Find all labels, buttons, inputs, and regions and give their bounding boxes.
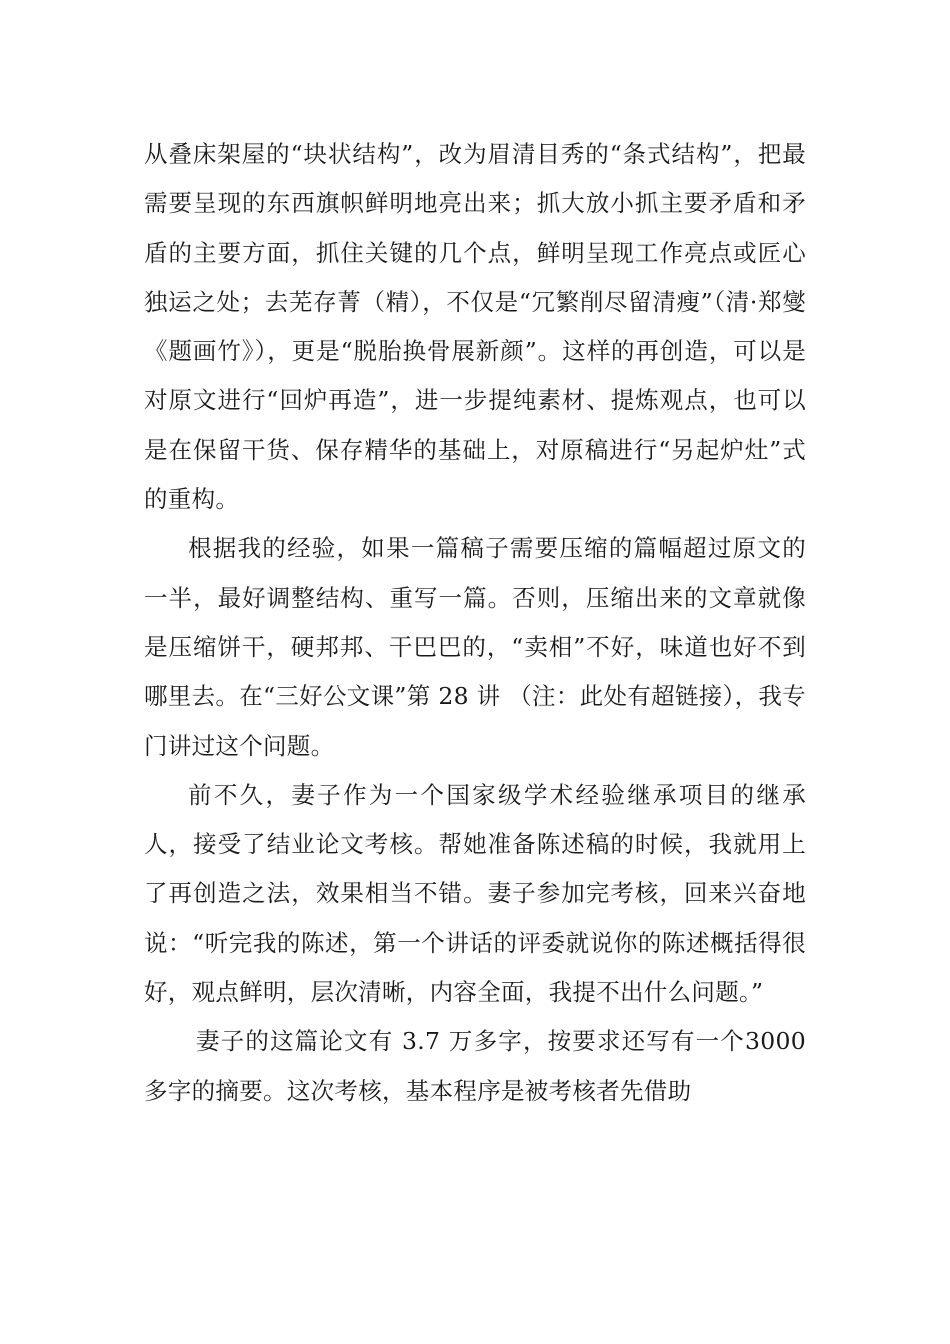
paragraph-4: 妻子的这篇论文有 3.7 万多字，按要求还写有一个3000 多字的摘要。这次考核，基本程序是被考核者先借助 [144,1027,806,1105]
document-body [144,130,806,1116]
paragraph-2: 根据我的经验，如果一篇稿子需要压缩的篇幅超过原文的一半，最好调整结构、重写一篇。否则，压缩出来的文章就像是压缩饼干，硬邦邦、干巴巴的，“卖相”不好，味道也好不到哪里去。在“三好公文课”第 28 讲 （注：此处有超链接），我专门讲过这个问题。 [144,534,806,760]
paragraph-1: 从叠床架屋的“块状结构”，改为眉清目秀的“条式结构”，把最需要呈现的东西旗帜鲜明地亮出来；抓大放小抓主要矛盾和矛盾的主要方面，抓住关键的几个点，鲜明呈现工作亮点或匠心独运之处；去芜存菁（精），不仅是“冗繁削尽留清瘦”（清·郑燮《题画竹》），更是“脱胎换骨展新颜”。这样的再创造，可以是对原文进行“回炉再造”，进一步提纯素材、提炼观点，也可以是在保留干货、保存精华的基础上，对原稿进行“另起炉灶”式的重构。 [144,140,806,514]
paragraph-3: 前不久，妻子作为一个国家级学术经验继承项目的继承人，接受了结业论文考核。帮她准备陈述稿的时候，我就用上了再创造之法，效果相当不错。妻子参加完考核，回来兴奋地说：“听完我的陈述，第一个讲话的评委就说你的陈述概括得很好，观点鲜明，层次清晰，内容全面，我提不出什么问题。” [144,780,806,1007]
